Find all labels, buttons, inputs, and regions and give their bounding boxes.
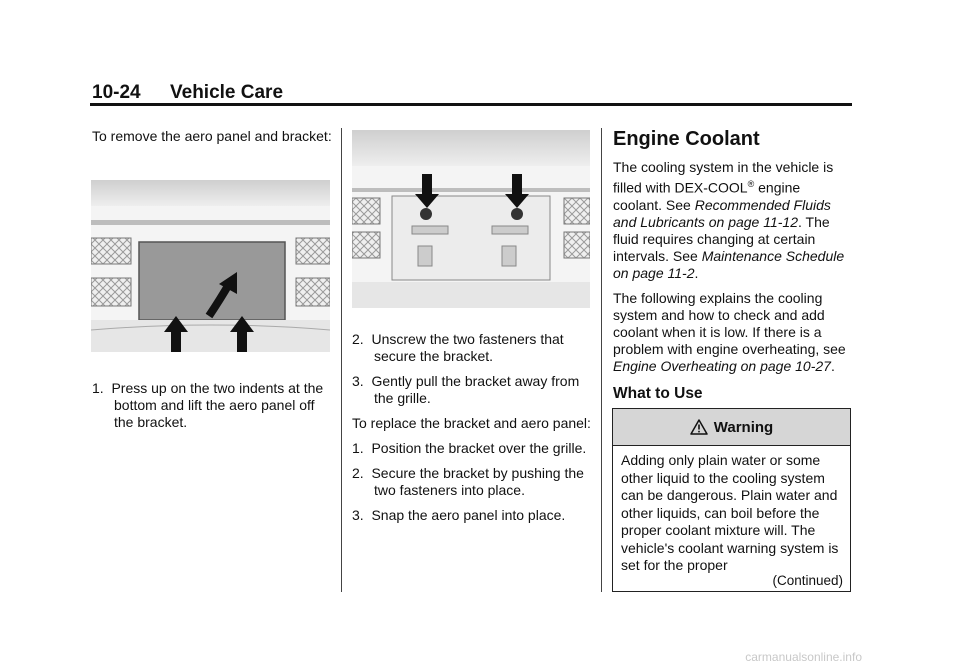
step-item: 2. Unscrew the two fasteners that secure the bracket. [352, 331, 564, 364]
continued-label: (Continued) [772, 573, 843, 588]
header-rule [90, 103, 852, 106]
column-divider [601, 128, 602, 592]
replace-intro: To replace the bracket and aero panel: [352, 415, 591, 431]
paragraph: The following explains the cooling system and how to check and add coolant when it is low. If there is a problem with engine overheating, see Engine Overheating on page 10-27. [613, 289, 846, 374]
column-3 [613, 128, 853, 411]
step-item: 3. Snap the aero panel into place. [352, 507, 566, 523]
intro-text: To remove the aero panel and bracket: [92, 128, 332, 144]
subheading: What to Use [613, 384, 703, 402]
warning-box [612, 408, 851, 592]
step-item: 2. Secure the bracket by pushing the two fasteners into place. [352, 465, 584, 498]
column-1-steps [92, 380, 332, 439]
warning-header [613, 409, 850, 446]
cross-reference-link[interactable]: Engine Overheating on page 10-27 [613, 357, 831, 374]
cross-reference-link[interactable]: Maintenance Schedule on page 11-2 [613, 247, 845, 281]
warning-title: Warning [713, 418, 774, 436]
column-divider [341, 128, 342, 592]
page-number: 10-24 [92, 82, 141, 103]
page-header [92, 82, 283, 104]
cross-reference-link[interactable]: Recommended Fluids and Lubricants on page 11-12 [613, 196, 831, 230]
section-title: Vehicle Care [170, 82, 284, 103]
warning-icon [690, 419, 708, 435]
section-heading: Engine Coolant [613, 128, 760, 150]
step-item: 3. Gently pull the bracket away from the grille. [352, 373, 580, 406]
bracket-fasteners-illustration [352, 130, 590, 308]
warning-body: Adding only plain water or some other liquid to the cooling system can be dangerous. Plain water and other liquids, can boil before the proper coolant mixture will. The vehicle's coolant warning system is set for the proper [621, 452, 839, 573]
step-item: 1. Position the bracket over the grille. [352, 440, 587, 456]
paragraph: The cooling system in the vehicle is filled with DEX-COOL® engine coolant. See Recommended Fluids and Lubricants on page 11-12. The fluid requires changing at certain intervals. See Maintenance Schedule on page 11-2. [613, 159, 845, 281]
aero-panel-illustration [91, 180, 330, 352]
step-item: 1. Press up on the two indents at the bottom and lift the aero panel off the bracket. [92, 380, 324, 430]
watermark: carmanualsonline.info [745, 650, 862, 664]
column-1 [92, 128, 332, 153]
column-2 [352, 331, 592, 532]
